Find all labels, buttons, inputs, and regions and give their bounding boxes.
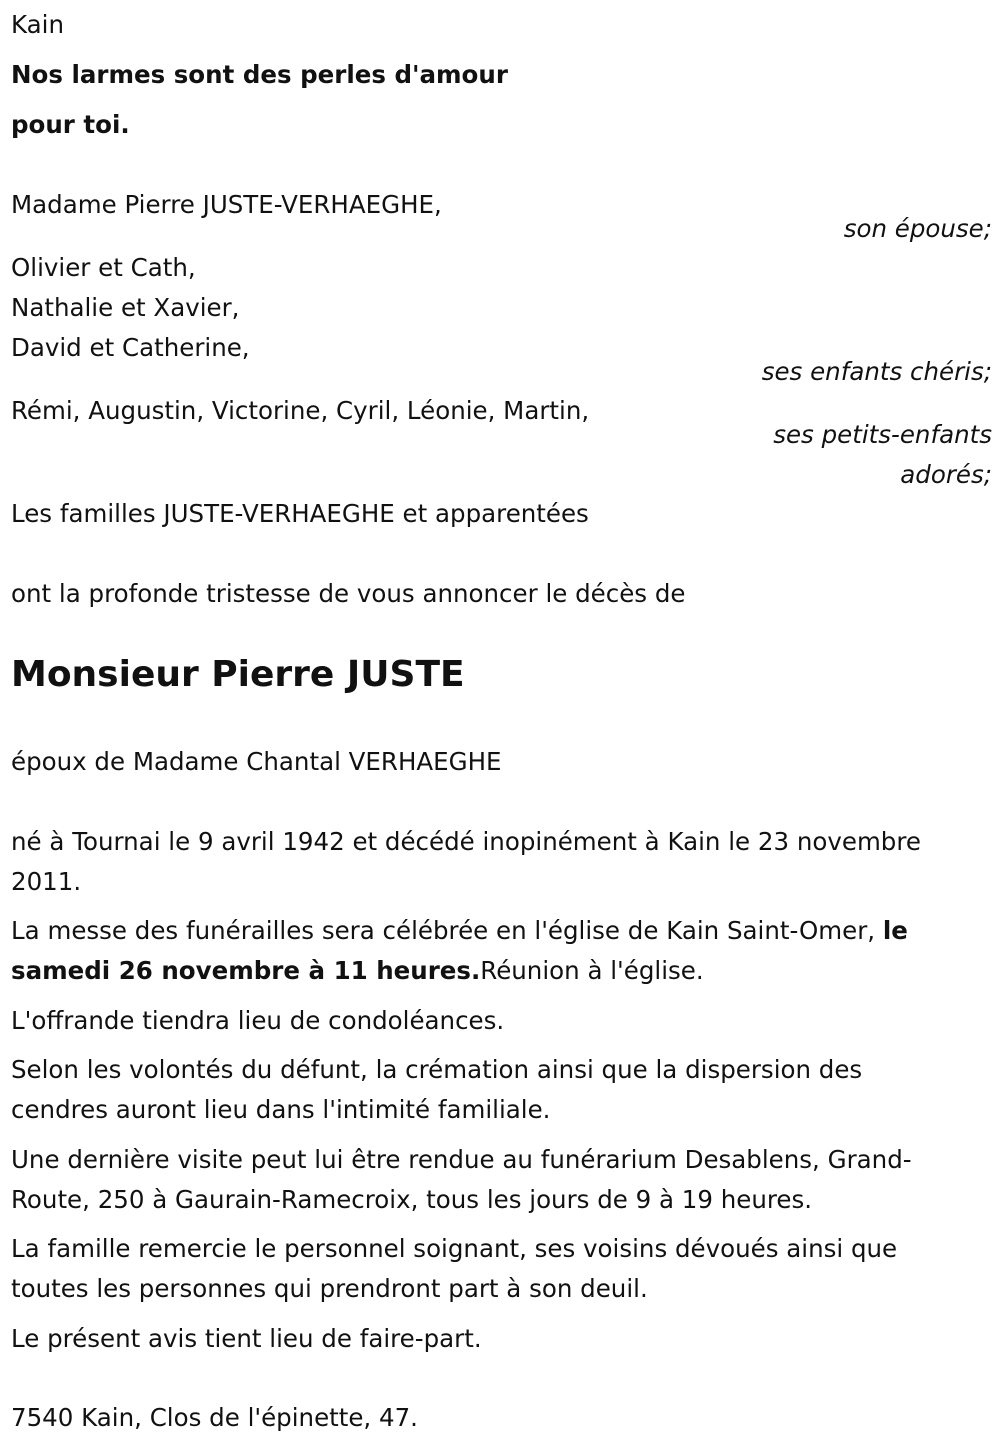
birth-death-line-2: 2011.	[11, 867, 82, 896]
child-1: Olivier et Cath,	[11, 253, 196, 282]
grandchildren-names: Rémi, Augustin, Victorine, Cyril, Léonie, Martin,	[11, 396, 590, 425]
visit-line-1: Une dernière visite peut lui être rendue au funérarium Desablens, Grand-	[11, 1145, 912, 1174]
offering-line: L'offrande tiendra lieu de condoléances.	[11, 1006, 505, 1035]
motto-line-1: Nos larmes sont des perles d'amour	[11, 60, 508, 89]
grandchildren-role-line-2: adorés;	[900, 460, 992, 489]
thanks-line-1: La famille remercie le personnel soignant, ses voisins dévoués ainsi que	[11, 1234, 898, 1263]
children-role: ses enfants chéris;	[761, 357, 992, 386]
announcement-intro: ont la profonde tristesse de vous annoncer le décès de	[11, 579, 686, 608]
mass-line-1-text: La messe des funérailles sera célébrée en l'église de Kain Saint-Omer,	[11, 916, 876, 945]
thanks-line-2: toutes les personnes qui prendront part à son deuil.	[11, 1274, 648, 1303]
city-label: Kain	[11, 10, 64, 39]
cremation-line-2: cendres auront lieu dans l'intimité familiale.	[11, 1095, 551, 1124]
visit-line-2: Route, 250 à Gaurain-Ramecroix, tous les jours de 9 à 19 heures.	[11, 1185, 813, 1214]
mass-date-time: samedi 26 novembre à 11 heures.	[11, 956, 481, 985]
address-line: 7540 Kain, Clos de l'épinette, 47.	[11, 1403, 418, 1432]
spouse-of-line: époux de Madame Chantal VERHAEGHE	[11, 747, 502, 776]
spouse-role: son épouse;	[843, 214, 992, 243]
mass-line-1	[11, 911, 908, 951]
families-line: Les familles JUSTE-VERHAEGHE et apparentées	[11, 499, 589, 528]
cremation-line-1: Selon les volontés du défunt, la crémation ainsi que la dispersion des	[11, 1055, 863, 1084]
motto-line-2: pour toi.	[11, 110, 130, 139]
notice-line: Le présent avis tient lieu de faire-part.	[11, 1324, 482, 1353]
mass-line-2	[11, 951, 704, 991]
spouse-name: Madame Pierre JUSTE-VERHAEGHE,	[11, 190, 442, 219]
birth-death-line-1: né à Tournai le 9 avril 1942 et décédé inopinément à Kain le 23 novembre	[11, 827, 921, 856]
grandchildren-role-line-1: ses petits-enfants	[773, 420, 992, 449]
child-2: Nathalie et Xavier,	[11, 293, 240, 322]
obituary-page	[11, 0, 992, 1454]
deceased-name: Monsieur Pierre JUSTE	[11, 654, 465, 695]
mass-line-2-text: Réunion à l'église.	[480, 956, 704, 985]
child-3: David et Catherine,	[11, 333, 250, 362]
mass-line-1-bold: le	[882, 916, 908, 945]
